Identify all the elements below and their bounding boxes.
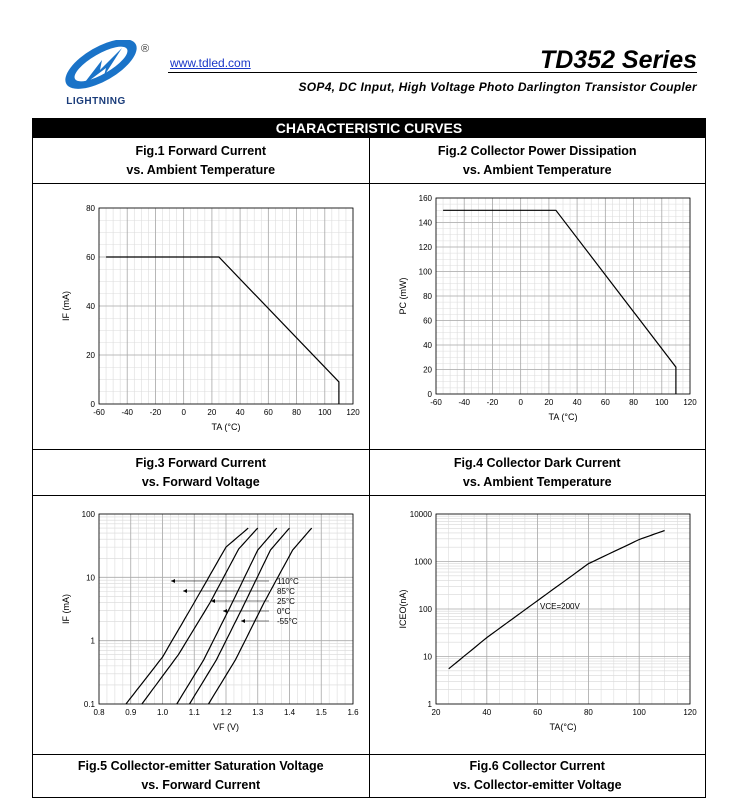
y-axis-label: ICEO(nA)	[397, 589, 408, 629]
x-tick-label: 0.9	[125, 708, 137, 717]
x-axis-label: TA(°C)	[549, 722, 576, 732]
x-tick-label: -20	[486, 398, 498, 407]
x-tick-label: 1.3	[252, 708, 264, 717]
x-tick-label: 60	[600, 398, 610, 407]
x-tick-label: 1.4	[283, 708, 296, 717]
x-tick-label: -20	[149, 408, 162, 417]
y-tick-label: 40	[86, 302, 95, 311]
characteristic-curves-table	[32, 118, 706, 798]
section-title: CHARACTERISTIC CURVES	[33, 119, 706, 138]
y-tick-label: 1	[427, 700, 432, 709]
logo-text: LIGHTNING	[66, 96, 126, 107]
y-tick-label: 160	[418, 194, 432, 203]
x-tick-label: 1.6	[347, 708, 359, 717]
x-axis-label: TA (°C)	[211, 422, 241, 432]
lightning-logo	[46, 40, 156, 110]
fig2-chart	[370, 184, 706, 444]
legend-arrow	[183, 589, 187, 593]
x-tick-label: 40	[481, 708, 491, 717]
x-tick-label: 80	[292, 408, 302, 417]
fig4-plot-cell	[369, 496, 706, 755]
x-tick-label: 120	[682, 398, 697, 407]
x-tick-label: 120	[346, 408, 360, 417]
x-axis-label: TA (°C)	[548, 412, 577, 422]
y-tick-label: 1	[90, 636, 95, 646]
fig1-plot-cell	[33, 184, 370, 450]
series-label: 85°C	[277, 587, 295, 596]
y-tick-label: 0	[427, 390, 432, 399]
y-tick-label: 100	[81, 510, 95, 519]
y-tick-label: 140	[418, 218, 432, 228]
x-tick-label: 80	[583, 708, 593, 717]
x-tick-label: 0	[517, 398, 523, 407]
x-tick-label: 0	[181, 408, 186, 417]
x-tick-label: 20	[207, 408, 217, 417]
x-tick-label: 1.0	[156, 708, 169, 717]
x-tick-label: 40	[235, 408, 245, 417]
fig3-caption: Fig.3 Forward Current vs. Forward Voltage	[33, 450, 370, 496]
y-tick-label: 20	[422, 365, 432, 375]
y-axis-label: IF (mA)	[61, 291, 71, 321]
x-tick-label: -40	[457, 398, 470, 407]
y-tick-label: 0	[90, 400, 95, 409]
x-axis-label: VF (V)	[213, 722, 239, 732]
series-label: 0°C	[277, 607, 291, 616]
x-tick-label: 60	[532, 708, 542, 717]
y-tick-label: 120	[418, 243, 432, 252]
y-tick-label: 100	[418, 605, 432, 614]
x-tick-label: 1.2	[220, 708, 232, 717]
y-tick-label: 100	[418, 267, 432, 277]
x-tick-label: 1.1	[188, 708, 200, 717]
fig2-plot-cell	[369, 184, 706, 450]
x-tick-label: -40	[121, 408, 134, 417]
fig1-caption: Fig.1 Forward Current vs. Ambient Temperature	[33, 138, 370, 184]
fig3-chart	[33, 496, 369, 749]
x-tick-label: 100	[318, 408, 332, 417]
y-tick-label: 80	[422, 292, 432, 301]
fig2-caption: Fig.2 Collector Power Dissipation vs. Ambient Temperature	[369, 138, 706, 184]
series-label: 25°C	[277, 597, 295, 606]
series-line	[448, 531, 664, 669]
y-tick-label: 0.1	[83, 700, 95, 709]
fig6-caption: Fig.6 Collector Current vs. Collector-emitter Voltage	[369, 755, 706, 798]
x-tick-label: -60	[429, 398, 442, 407]
series-label: -55°C	[277, 617, 298, 626]
x-tick-label: 100	[632, 708, 646, 717]
y-tick-label: 10000	[409, 510, 432, 519]
y-tick-label: 60	[422, 316, 432, 326]
y-axis-label: PC (mW)	[397, 277, 408, 315]
y-tick-label: 60	[86, 253, 95, 262]
website-link[interactable]: www.tdled.com	[170, 56, 251, 70]
legend-arrow	[223, 609, 227, 613]
y-tick-label: 40	[422, 341, 432, 350]
y-tick-label: 80	[86, 204, 95, 213]
x-tick-label: 100	[654, 398, 668, 407]
fig1-chart	[33, 184, 369, 444]
fig5-caption: Fig.5 Collector-emitter Saturation Voltage vs. Forward Current	[33, 755, 370, 798]
x-tick-label: 40	[572, 398, 582, 407]
y-axis-label: IF (mA)	[61, 594, 71, 624]
series-line	[142, 528, 258, 704]
y-tick-label: 1000	[413, 557, 432, 567]
x-tick-label: 60	[263, 408, 273, 417]
fig4-caption: Fig.4 Collector Dark Current vs. Ambient Temperature	[369, 450, 706, 496]
x-tick-label: -60	[93, 408, 105, 417]
series-line	[190, 528, 290, 704]
series-line	[177, 528, 277, 704]
registered-mark: ®	[141, 43, 150, 55]
x-tick-label: 20	[543, 398, 553, 407]
series-line	[126, 528, 248, 704]
x-tick-label: 120	[682, 708, 697, 717]
x-tick-label: 0.8	[93, 708, 105, 717]
x-tick-label: 80	[628, 398, 638, 407]
legend-arrow	[171, 579, 175, 583]
product-subtitle: SOP4, DC Input, High Voltage Photo Darlington Transistor Coupler	[298, 80, 697, 94]
y-tick-label: 10	[422, 652, 432, 662]
fig4-chart	[370, 496, 706, 749]
series-label: 110°C	[277, 577, 299, 586]
y-tick-label: 20	[86, 351, 95, 360]
y-tick-label: 10	[86, 573, 95, 583]
vce-annotation: VCE=200V	[539, 602, 580, 611]
series-title: TD352 Series	[539, 46, 697, 74]
x-tick-label: 20	[431, 708, 440, 717]
fig3-plot-cell	[33, 496, 370, 755]
x-tick-label: 1.5	[315, 708, 327, 717]
